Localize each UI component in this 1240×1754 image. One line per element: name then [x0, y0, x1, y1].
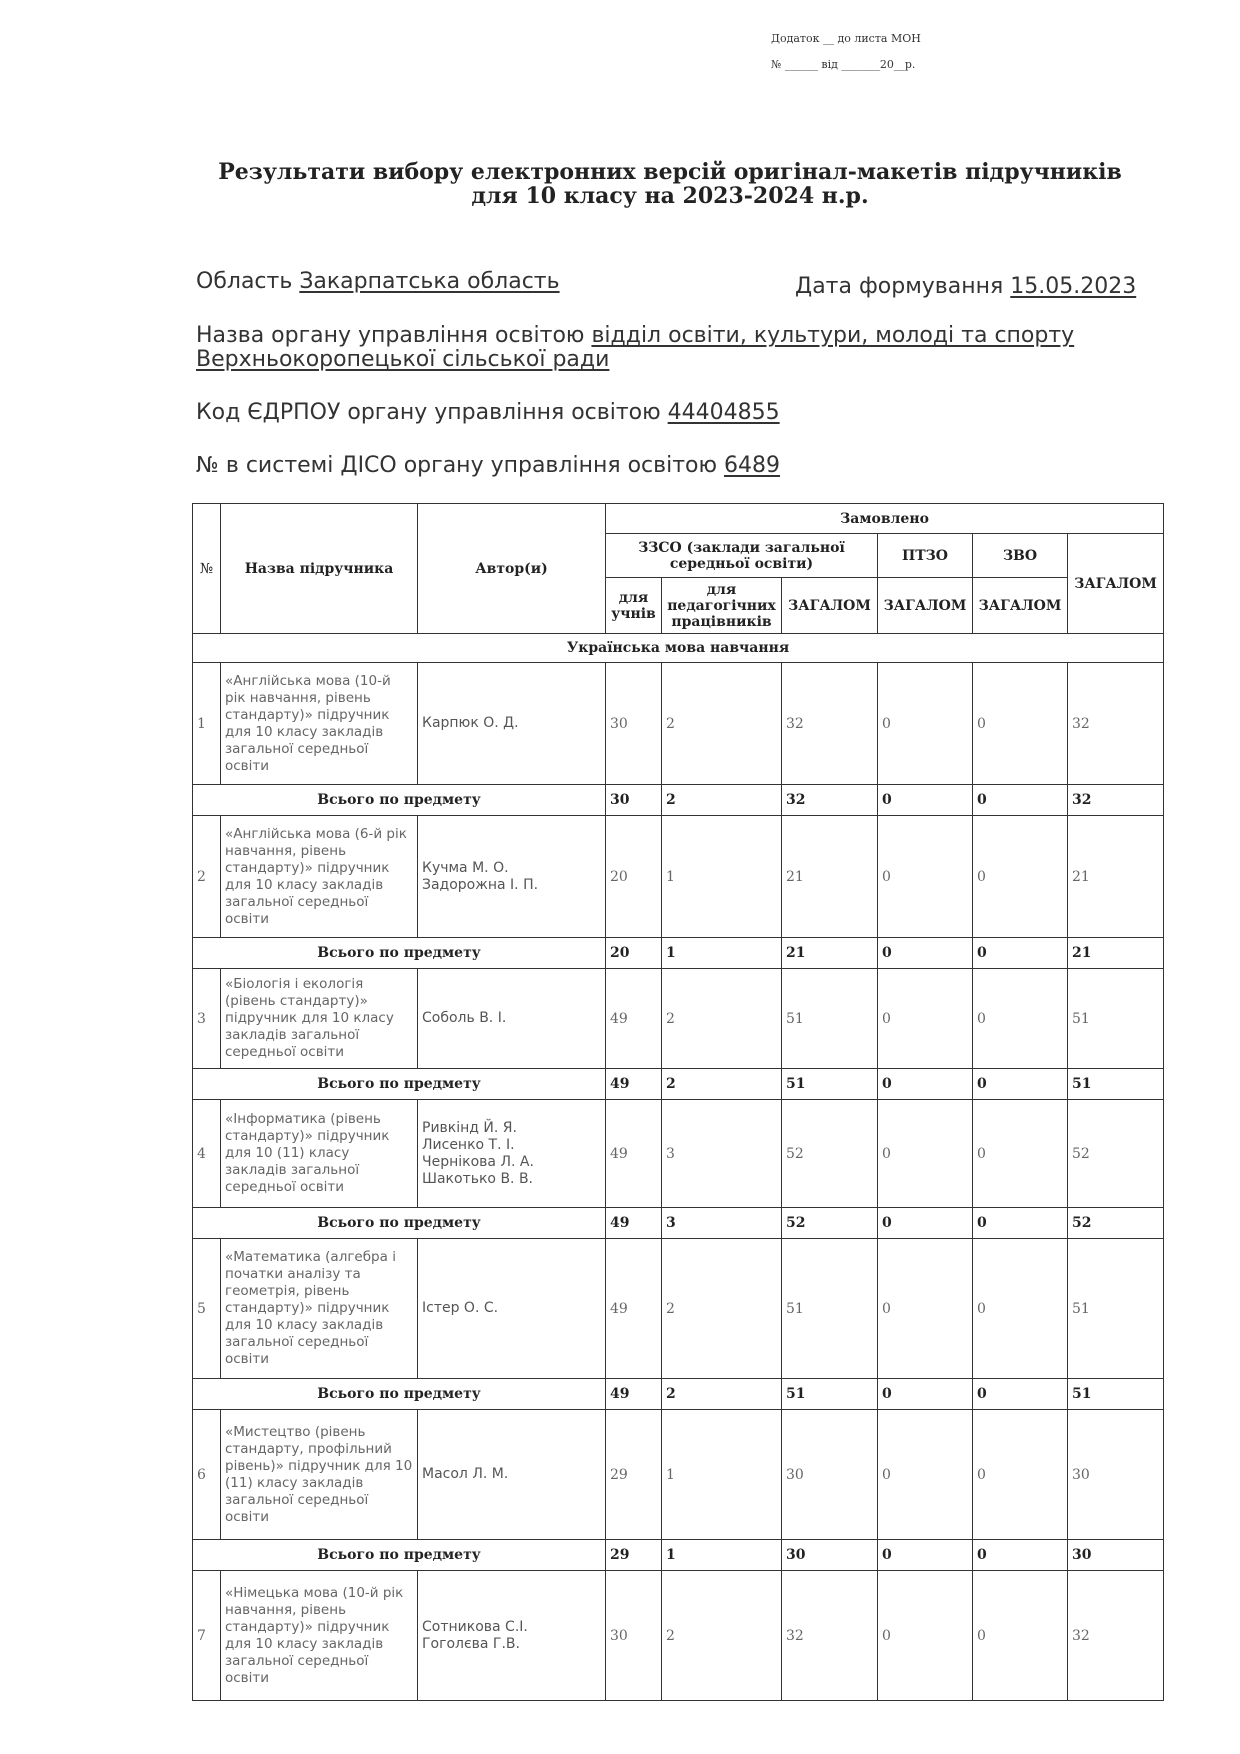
- header-ptzo-total: ЗАГАЛОМ: [878, 578, 973, 634]
- authority-value-1: відділ освіти, культури, молоді та спорту: [591, 323, 1075, 348]
- edrpou-value: 44404855: [667, 400, 780, 425]
- cell-ptzo: 0: [878, 1239, 973, 1379]
- diso-label: № в системі ДІСО органу управління освітою: [196, 453, 717, 478]
- diso-line: [196, 454, 780, 478]
- textbook-authors: Кучма М. О. Задорожна І. П.: [418, 816, 606, 938]
- cell-zvo: 0: [973, 969, 1068, 1069]
- total-total: 51: [1068, 1379, 1164, 1410]
- total-zzso-total: 32: [782, 785, 878, 816]
- date-line: [795, 274, 1136, 299]
- total-ptzo: 0: [878, 1069, 973, 1100]
- cell-total: 32: [1068, 663, 1164, 785]
- total-total: 51: [1068, 1069, 1164, 1100]
- authority-line-2: [196, 348, 609, 372]
- textbook-authors: Ривкінд Й. Я. Лисенко Т. І. Чернікова Л. А. Шакотько В. В.: [418, 1100, 606, 1208]
- textbook-title: «Мистецтво (рівень стандарту, профільний рівень)» підручник для 10 (11) класу закладів загальної середньої освіти: [221, 1410, 418, 1540]
- cell-total: 21: [1068, 816, 1164, 938]
- authority-label: Назва органу управління освітою: [196, 323, 585, 348]
- row-number: 1: [193, 663, 221, 785]
- date-value: 15.05.2023: [1010, 274, 1137, 299]
- header-total: ЗАГАЛОМ: [1068, 534, 1164, 634]
- total-zvo: 0: [973, 1069, 1068, 1100]
- cell-teachers: 1: [662, 816, 782, 938]
- section-row: [193, 634, 1164, 663]
- cell-total: 52: [1068, 1100, 1164, 1208]
- subject-total-label: Всього по предмету: [193, 1208, 606, 1239]
- letter-reference: [771, 26, 921, 78]
- textbook-orders-table: [192, 503, 1164, 1701]
- cell-students: 49: [606, 969, 662, 1069]
- total-ptzo: 0: [878, 785, 973, 816]
- cell-students: 30: [606, 1571, 662, 1701]
- textbook-title: «Біологія і екологія (рівень стандарту)» підручник для 10 класу закладів загальної середньої освіти: [221, 969, 418, 1069]
- textbook-title: «Німецька мова (10-й рік навчання, рівень стандарту)» підручник для 10 класу закладів загальної середньої освіти: [221, 1571, 418, 1701]
- cell-teachers: 2: [662, 1239, 782, 1379]
- total-total: 30: [1068, 1540, 1164, 1571]
- total-students: 49: [606, 1208, 662, 1239]
- total-total: 52: [1068, 1208, 1164, 1239]
- subject-total-row: [193, 1379, 1164, 1410]
- header-zzso-total: ЗАГАЛОМ: [782, 578, 878, 634]
- cell-students: 49: [606, 1100, 662, 1208]
- cell-teachers: 3: [662, 1100, 782, 1208]
- region-line: [196, 270, 560, 294]
- total-total: 32: [1068, 785, 1164, 816]
- subject-total-row: [193, 785, 1164, 816]
- total-students: 29: [606, 1540, 662, 1571]
- total-teachers: 2: [662, 1379, 782, 1410]
- date-label: Дата формування: [795, 274, 1004, 299]
- subject-total-label: Всього по предмету: [193, 938, 606, 969]
- cell-teachers: 2: [662, 1571, 782, 1701]
- cell-total: 51: [1068, 969, 1164, 1069]
- subject-total-row: [193, 1069, 1164, 1100]
- cell-zzso-total: 51: [782, 1239, 878, 1379]
- total-teachers: 2: [662, 1069, 782, 1100]
- header-authors: Автор(и): [418, 504, 606, 634]
- total-zvo: 0: [973, 1208, 1068, 1239]
- cell-zvo: 0: [973, 816, 1068, 938]
- total-students: 20: [606, 938, 662, 969]
- title-line-1: Результати вибору електронних версій оригінал-макетів підручників: [218, 159, 1122, 185]
- header-ptzo: ПТЗО: [878, 534, 973, 578]
- total-teachers: 1: [662, 1540, 782, 1571]
- cell-ptzo: 0: [878, 663, 973, 785]
- cell-zzso-total: 32: [782, 1571, 878, 1701]
- textbook-title: «Математика (алгебра і початки аналізу та геометрія, рівень стандарту)» підручник для 10 класу закладів загальної середньої освіти: [221, 1239, 418, 1379]
- header-zvo-total: ЗАГАЛОМ: [973, 578, 1068, 634]
- total-teachers: 3: [662, 1208, 782, 1239]
- cell-students: 29: [606, 1410, 662, 1540]
- total-students: 49: [606, 1069, 662, 1100]
- row-number: 3: [193, 969, 221, 1069]
- textbook-authors: Масол Л. М.: [418, 1410, 606, 1540]
- subject-total-row: [193, 938, 1164, 969]
- cell-teachers: 2: [662, 663, 782, 785]
- total-zvo: 0: [973, 1540, 1068, 1571]
- total-zzso-total: 52: [782, 1208, 878, 1239]
- cell-ptzo: 0: [878, 969, 973, 1069]
- total-ptzo: 0: [878, 938, 973, 969]
- cell-teachers: 2: [662, 969, 782, 1069]
- cell-ptzo: 0: [878, 1571, 973, 1701]
- cell-ptzo: 0: [878, 1100, 973, 1208]
- row-number: 7: [193, 1571, 221, 1701]
- header-students: для учнів: [606, 578, 662, 634]
- cell-zvo: 0: [973, 1410, 1068, 1540]
- subject-total-row: [193, 1208, 1164, 1239]
- total-ptzo: 0: [878, 1540, 973, 1571]
- authority-line: [196, 324, 1074, 348]
- header-name: Назва підручника: [221, 504, 418, 634]
- cell-ptzo: 0: [878, 1410, 973, 1540]
- header-num: №: [193, 504, 221, 634]
- subject-total-label: Всього по предмету: [193, 785, 606, 816]
- total-zvo: 0: [973, 785, 1068, 816]
- total-ptzo: 0: [878, 1379, 973, 1410]
- total-students: 49: [606, 1379, 662, 1410]
- section-label: Українська мова навчання: [193, 634, 1164, 663]
- edrpou-line: [196, 401, 780, 425]
- textbook-title: «Інформатика (рівень стандарту)» підручник для 10 (11) класу закладів загальної середньої освіти: [221, 1100, 418, 1208]
- table-row: [193, 1410, 1164, 1540]
- row-number: 2: [193, 816, 221, 938]
- subject-total-label: Всього по предмету: [193, 1069, 606, 1100]
- cell-zvo: 0: [973, 1571, 1068, 1701]
- header-zzso: ЗЗСО (заклади загальної середньої освіти): [606, 534, 878, 578]
- subject-total-label: Всього по предмету: [193, 1540, 606, 1571]
- cell-zzso-total: 30: [782, 1410, 878, 1540]
- cell-students: 30: [606, 663, 662, 785]
- total-zzso-total: 51: [782, 1379, 878, 1410]
- cell-total: 32: [1068, 1571, 1164, 1701]
- cell-zvo: 0: [973, 1100, 1068, 1208]
- cell-students: 49: [606, 1239, 662, 1379]
- cell-zzso-total: 51: [782, 969, 878, 1069]
- cell-students: 20: [606, 816, 662, 938]
- header-zvo: ЗВО: [973, 534, 1068, 578]
- textbook-title: «Англійська мова (6-й рік навчання, рівень стандарту)» підручник для 10 класу закладів загальної середньої освіти: [221, 816, 418, 938]
- edrpou-label: Код ЄДРПОУ органу управління освітою: [196, 400, 661, 425]
- total-teachers: 2: [662, 785, 782, 816]
- appendix-line: Додаток __ до листа МОН: [771, 32, 921, 45]
- total-ptzo: 0: [878, 1208, 973, 1239]
- total-teachers: 1: [662, 938, 782, 969]
- total-zvo: 0: [973, 1379, 1068, 1410]
- region-label: Область: [196, 269, 293, 294]
- row-number: 5: [193, 1239, 221, 1379]
- table-row: [193, 969, 1164, 1069]
- row-number: 4: [193, 1100, 221, 1208]
- letter-number-line: № ______ від _______20__р.: [771, 58, 916, 71]
- textbook-title: «Англійська мова (10-й рік навчання, рівень стандарту)» підручник для 10 класу закладів загальної середньої освіти: [221, 663, 418, 785]
- table-row: [193, 1239, 1164, 1379]
- title-line-2: для 10 класу на 2023-2024 н.р.: [471, 183, 869, 209]
- table-row: [193, 1571, 1164, 1701]
- table-row: [193, 816, 1164, 938]
- total-zzso-total: 30: [782, 1540, 878, 1571]
- diso-value: 6489: [724, 453, 780, 478]
- subject-total-row: [193, 1540, 1164, 1571]
- textbook-authors: Сотникова С.І. Гоголєва Г.В.: [418, 1571, 606, 1701]
- table-row: [193, 1100, 1164, 1208]
- table-row: [193, 663, 1164, 785]
- region-value: Закарпатська область: [299, 269, 560, 294]
- header-teachers: для педагогічних працівників: [662, 578, 782, 634]
- cell-total: 30: [1068, 1410, 1164, 1540]
- cell-zzso-total: 52: [782, 1100, 878, 1208]
- cell-zzso-total: 21: [782, 816, 878, 938]
- cell-teachers: 1: [662, 1410, 782, 1540]
- subject-total-label: Всього по предмету: [193, 1379, 606, 1410]
- total-students: 30: [606, 785, 662, 816]
- textbook-authors: Карпюк О. Д.: [418, 663, 606, 785]
- textbook-authors: Соболь В. І.: [418, 969, 606, 1069]
- table-body: [193, 634, 1164, 1701]
- total-zvo: 0: [973, 938, 1068, 969]
- cell-total: 51: [1068, 1239, 1164, 1379]
- total-total: 21: [1068, 938, 1164, 969]
- textbook-authors: Істер О. С.: [418, 1239, 606, 1379]
- document-title: [170, 160, 1170, 208]
- total-zzso-total: 51: [782, 1069, 878, 1100]
- header-ordered: Замовлено: [606, 504, 1164, 534]
- cell-ptzo: 0: [878, 816, 973, 938]
- cell-zzso-total: 32: [782, 663, 878, 785]
- cell-zvo: 0: [973, 663, 1068, 785]
- cell-zvo: 0: [973, 1239, 1068, 1379]
- authority-value-2: Верхньокоропецької сільської ради: [196, 347, 610, 372]
- total-zzso-total: 21: [782, 938, 878, 969]
- row-number: 6: [193, 1410, 221, 1540]
